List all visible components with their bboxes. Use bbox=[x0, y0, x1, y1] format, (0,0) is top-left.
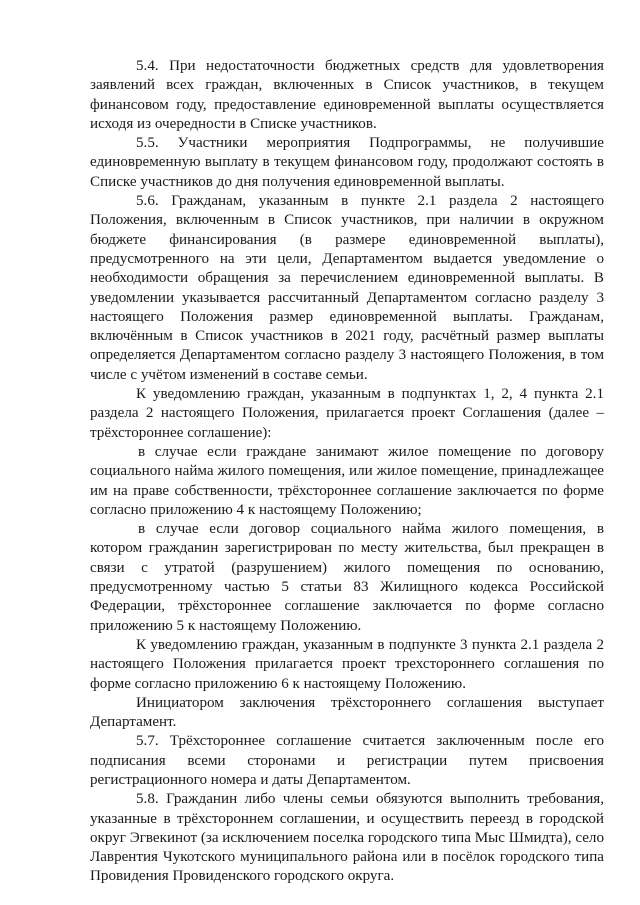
paragraph-notice-subitem-3: К уведомлению граждан, указанным в подпункте 3 пункта 2.1 раздела 2 настоящего Положения прилагается проект трехстороннего соглашения по форме согласно приложению 6 к настоящему Положению. bbox=[90, 636, 604, 692]
paragraph-5-6: 5.6. Гражданам, указанным в пункте 2.1 раздела 2 настоящего Положения, включенным в Список участников, при наличии в окружном бюджете финансирования (в размере единовременной выплаты), предусмотренного на эти цели, Департаментом выдается уведомление о необходимости обращения за перечислением единовременной выплаты. В уведомлении указывается рассчитанный Департаментом согласно разделу 3 настоящего Положения размер единовременной выплаты. Гражданам, включённым в Список участников в 2021 году, расчётный размер выплаты определяется Департаментом согласно разделу 3 настоящего Положения, в том числе с учётом изменений в составе семьи. bbox=[90, 193, 604, 383]
paragraph-case-social-rent: в случае если граждане занимают жилое помещение по договору социального найма жилого помещения, или жилое помещение, принадлежащее им на праве собственности, трёхстороннее соглашение заключается по форме согласно приложению 4 к настоящему Положению; bbox=[90, 443, 604, 518]
paragraph-5-8: 5.8. Гражданин либо члены семьи обязуются выполнить требования, указанные в трёхстороннем соглашении, и осуществить переезд в городской округ Эгвекинот (за исключением поселка городского типа Мыс Шмидта), село Лаврентия Чукотского муниципального района или в посёлок городского типа Провидения Провиденского городского округа. bbox=[90, 791, 604, 885]
paragraph-initiator: Инициатором заключения трёхстороннего соглашения выступает Департамент. bbox=[90, 694, 604, 731]
document-page bbox=[90, 57, 604, 887]
paragraph-5-5: 5.5. Участники мероприятия Подпрограммы, не получившие единовременную выплату в текущем финансовом году, продолжают состоять в Списке участников до дня получения единовременной выплаты. bbox=[90, 135, 604, 190]
paragraph-case-contract-terminated: в случае если договор социального найма жилого помещения, в котором гражданин зарегистрирован по месту жительства, был прекращен в связи с утратой (разрушением) жилого помещения по основанию, предусмотренному частью 5 статьи 83 Жилищного кодекса Российской Федерации, трёхстороннее соглашение заключается по форме согласно приложению 5 к настоящему Положению. bbox=[90, 521, 604, 634]
paragraph-5-4: 5.4. При недостаточности бюджетных средств для удовлетворения заявлений всех граждан, включенных в Список участников, в текущем финансовом году, предоставление единовременной выплаты осуществляется исходя из очередности в Списке участников. bbox=[90, 58, 604, 132]
paragraph-notice-subitems-1-2-4: К уведомлению граждан, указанным в подпунктах 1, 2, 4 пункта 2.1 раздела 2 настоящего Положения, прилагается проект Соглашения (далее – трёхстороннее соглашение): bbox=[90, 386, 604, 441]
paragraph-5-7: 5.7. Трёхстороннее соглашение считается заключенным после его подписания всеми сторонами и регистрации путем присвоения регистрационного номера и даты Департаментом. bbox=[90, 733, 604, 788]
